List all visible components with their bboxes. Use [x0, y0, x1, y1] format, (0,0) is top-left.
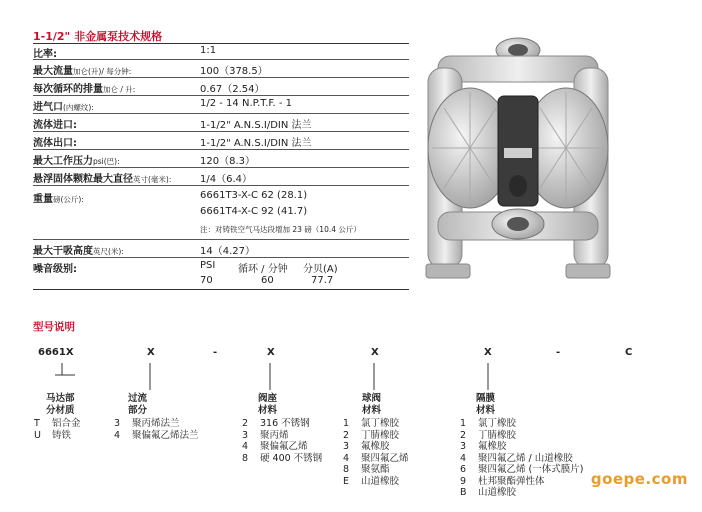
code-part: X — [267, 347, 275, 358]
group-caption: 马达部 分材质 — [46, 393, 75, 416]
spec-row: 流体出口: 1-1/2" A.N.S.I/DIN 法兰 — [33, 132, 409, 150]
pump-image — [418, 28, 618, 296]
code-part: X — [147, 347, 155, 358]
spec-row: 流体进口: 1-1/2" A.N.S.I/DIN 法兰 — [33, 114, 409, 132]
spec-row: 每次循环的排量加仑 / 升: 0.67（2.54） — [33, 78, 409, 96]
group-options: 2 316 不锈钢 3 聚丙烯 4 聚偏氟乙烯 8 硬 400 不锈钢 — [242, 418, 323, 464]
spec-row-noise: 噪音级别: PSI 循环 / 分钟 分贝(A) 70 60 77.7 — [33, 258, 409, 290]
spec-row: 悬浮固体颗粒最大直径英寸(毫米): 1/4（6.4） — [33, 168, 409, 186]
group-caption: 球阀 材料 — [362, 393, 382, 416]
model-section-title: 型号说明 — [33, 321, 75, 333]
code-part: X — [371, 347, 379, 358]
group-options: 1 氯丁橡胶 2 丁腈橡胶 3 氟橡胶 4 聚四氟乙烯 8 聚氨酯 E 山道橡胶 — [343, 418, 409, 487]
code-connectors — [0, 360, 702, 394]
group-caption: 隔膜 材料 — [476, 393, 496, 416]
spec-row: 最大工作压力psi(巴): 120（8.3） — [33, 150, 409, 168]
spec-row: 最大流量加仑(升)/ 每分钟: 100（378.5） — [33, 60, 409, 78]
group-caption: 阀座 材料 — [258, 393, 278, 416]
code-part: - — [213, 347, 218, 358]
code-part: X — [484, 347, 492, 358]
spec-row: 进气口(内螺纹): 1/2 - 14 N.P.T.F. - 1 — [33, 96, 409, 114]
spec-row-weight: 重量磅(公斤): 6661T3-X-C 62 (28.1) 6661T4-X-C 92 (41.7) 注：对铸铁空气马达段增加 23 磅（10.4 公斤） — [33, 186, 409, 240]
spec-title: 1-1/2" 非金属泵技术规格 — [33, 30, 163, 43]
spec-row: 最大干吸高度英尺(米): 14（4.27） — [33, 240, 409, 258]
watermark: goepe.com — [590, 470, 688, 488]
code-part: C — [625, 347, 633, 358]
group-options: T 铝合金 U 铸铁 — [34, 418, 81, 441]
code-part: - — [556, 347, 561, 358]
group-options: 1 氯丁橡胶 2 丁腈橡胶 3 氟橡胶 4 聚四氟乙烯 / 山道橡胶 6 聚四氟乙烯 (一体式膜片) 9 杜邦聚酯弹性体 B 山道橡胶 — [460, 418, 584, 498]
group-options: 3 聚丙烯法兰 4 聚偏氟乙烯法兰 — [114, 418, 199, 441]
spec-table — [33, 43, 409, 290]
group-caption: 过流 部分 — [128, 393, 148, 416]
spec-row: 比率: 1:1 — [33, 44, 409, 60]
code-part: 6661X — [38, 347, 74, 358]
